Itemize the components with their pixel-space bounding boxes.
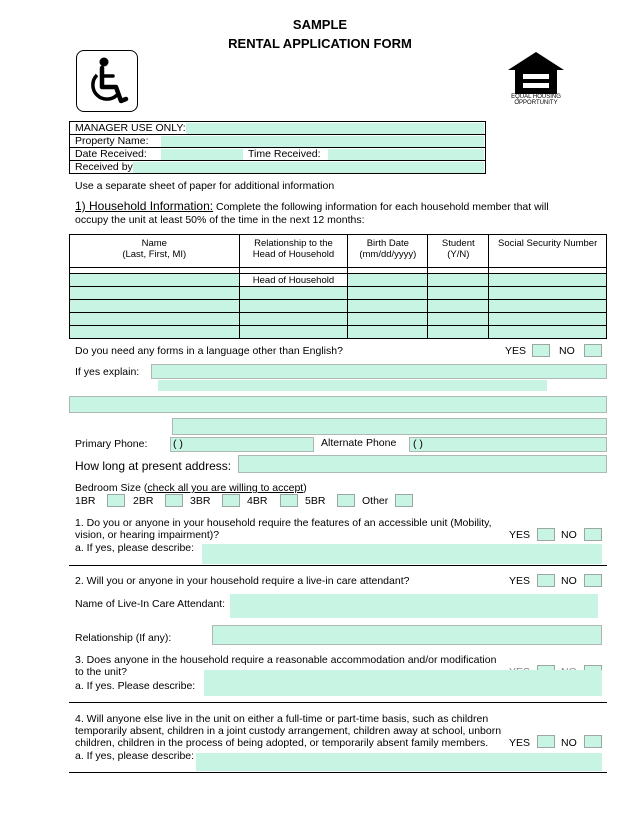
date-received-label: Date Received: [75, 148, 147, 160]
ssn-cell[interactable] [489, 300, 607, 313]
name-cell[interactable] [70, 287, 240, 300]
q4-no-label: NO [561, 737, 577, 749]
attendant-name-label: Name of Live-In Care Attendant: [75, 598, 225, 610]
table-header-row [70, 235, 607, 268]
address-duration-label: How long at present address: [75, 459, 232, 473]
birth-date-cell[interactable] [348, 326, 428, 339]
manager-field[interactable] [186, 123, 484, 134]
bedroom-1br-checkbox[interactable] [107, 494, 125, 507]
birth-date-cell[interactable] [348, 287, 428, 300]
column-header: Name (Last, First, MI) [70, 235, 240, 268]
wheelchair-icon [77, 51, 137, 111]
household-instructions: Complete the following information for each household member that will occupy the unit at least 50% of the time in the next 12 months: [75, 201, 549, 226]
table-row [70, 326, 607, 339]
received-by-label: Received by [75, 161, 133, 173]
q2-text: 2. Will you or anyone in your household require a live-in care attendant? [75, 575, 410, 587]
bedroom-option-label: 3BR [190, 495, 211, 507]
table-row [70, 300, 607, 313]
property-name-label: Property Name: [75, 135, 149, 147]
birth-date-cell[interactable] [348, 300, 428, 313]
alternate-phone-label: Alternate Phone [321, 437, 397, 449]
q1-yes-checkbox[interactable] [537, 528, 555, 541]
q1-describe-label: a. If yes, please describe: [75, 542, 195, 554]
language-yes-checkbox[interactable] [532, 344, 550, 357]
ssn-cell[interactable] [489, 326, 607, 339]
language-question: Do you need any forms in a language other than English? [75, 345, 343, 357]
explain-input-line2[interactable] [158, 380, 547, 391]
explain-input-line4[interactable] [172, 418, 607, 435]
student-cell[interactable] [428, 300, 489, 313]
household-heading: 1) Household Information: [75, 199, 214, 213]
received-by-input[interactable] [133, 162, 484, 173]
bedroom-other-checkbox[interactable] [395, 494, 413, 507]
divider [69, 772, 607, 773]
bedroom-2br-checkbox[interactable] [165, 494, 183, 507]
divider [69, 565, 607, 566]
q4-describe-label: a. If yes, please describe: [75, 750, 195, 762]
explain-input-line1[interactable] [151, 364, 607, 379]
separate-sheet-note: Use a separate sheet of paper for additional information [75, 180, 335, 192]
equal-housing-text-2: OPPORTUNITY [514, 100, 558, 106]
student-cell[interactable] [428, 287, 489, 300]
bedroom-option-label: 1BR [75, 495, 96, 507]
language-yes-label: YES [505, 345, 527, 357]
q1-no-checkbox[interactable] [584, 528, 602, 541]
relationship-input[interactable] [212, 625, 602, 645]
q4-yes-checkbox[interactable] [537, 735, 555, 748]
name-cell[interactable] [70, 300, 240, 313]
bedroom-option-label: 5BR [305, 495, 326, 507]
primary-phone-label: Primary Phone: [75, 438, 148, 450]
primary-phone-input[interactable] [170, 437, 314, 452]
q2-no-label: NO [561, 575, 577, 587]
q3-describe-label: a. If yes. Please describe: [75, 680, 196, 692]
q3-describe-input[interactable] [204, 670, 602, 696]
table-row [70, 313, 607, 326]
equal-housing-text-1: EQUAL HOUSING [511, 94, 561, 100]
column-header: Student (Y/N) [428, 235, 489, 268]
equal-housing-logo [505, 50, 567, 112]
q1-describe-input[interactable] [202, 544, 602, 564]
q1-no-label: NO [561, 529, 577, 541]
relationship-cell[interactable] [239, 287, 348, 300]
sample-heading: SAMPLE [292, 17, 348, 32]
column-header: Social Security Number [489, 235, 607, 268]
name-cell[interactable] [70, 274, 240, 287]
relationship-label: Relationship (If any): [75, 632, 172, 644]
q3-text: 3. Does anyone in the household require a reasonable accommodation and/or modification to the unit? [75, 654, 497, 678]
language-no-checkbox[interactable] [584, 344, 602, 357]
explain-input-line3[interactable] [69, 396, 607, 413]
q2-yes-checkbox[interactable] [537, 574, 555, 587]
q2-no-checkbox[interactable] [584, 574, 602, 587]
household-intro [75, 200, 575, 227]
student-cell[interactable] [428, 313, 489, 326]
q4-yes-label: YES [509, 737, 531, 749]
name-cell[interactable] [70, 326, 240, 339]
primary-phone-area-code: ( ) [173, 438, 183, 450]
bedroom-3br-checkbox[interactable] [222, 494, 240, 507]
relationship-cell[interactable] [239, 326, 348, 339]
time-received-label: Time Received: [248, 148, 321, 160]
language-no-label: NO [559, 345, 575, 357]
q1-text: 1. Do you or anyone in your household require the features of an accessible unit (Mobility, vision, or hearing impairment)? [75, 517, 492, 541]
q4-describe-input[interactable] [196, 753, 602, 771]
accessibility-logo [76, 50, 138, 112]
equal-housing-icon [505, 50, 567, 94]
relationship-cell[interactable] [239, 313, 348, 326]
student-cell[interactable] [428, 274, 489, 287]
address-duration-input[interactable] [238, 455, 607, 473]
column-header: Relationship to the Head of Household [239, 235, 348, 268]
name-cell[interactable] [70, 313, 240, 326]
bedroom-5br-checkbox[interactable] [337, 494, 355, 507]
alternate-phone-area-code: ( ) [413, 438, 423, 450]
bedroom-option-label: 4BR [247, 495, 268, 507]
q4-text: 4. Will anyone else live in the unit on either a full-time or part-time basis, such as children temporarily absent, children in a joint custody arrangement, children away at school, unborn children, children in the process of being adopted, or temporarily absent family members. [75, 713, 502, 749]
date-received-input[interactable] [161, 149, 243, 160]
column-header: Birth Date (mm/dd/yyyy) [348, 235, 428, 268]
birth-date-cell[interactable] [348, 274, 428, 287]
table-row [70, 274, 607, 287]
q1-yes-label: YES [509, 529, 531, 541]
bedroom-option-label: 2BR [133, 495, 154, 507]
property-name-input[interactable] [161, 136, 484, 147]
bedroom-option-label: Other [362, 495, 389, 507]
alternate-phone-input[interactable] [409, 437, 607, 452]
divider [69, 702, 607, 703]
student-cell[interactable] [428, 326, 489, 339]
relationship-cell: Head of Household [239, 274, 348, 287]
time-received-input[interactable] [328, 149, 484, 160]
page-title: RENTAL APPLICATION FORM [228, 36, 412, 51]
explain-label: If yes explain: [75, 366, 140, 378]
relationship-cell[interactable] [239, 300, 348, 313]
manager-box [69, 121, 486, 174]
q4-no-checkbox[interactable] [584, 735, 602, 748]
bedroom-4br-checkbox[interactable] [280, 494, 298, 507]
ssn-cell[interactable] [489, 274, 607, 287]
q2-yes-label: YES [509, 575, 531, 587]
birth-date-cell[interactable] [348, 313, 428, 326]
manager-heading: MANAGER USE ONLY: [75, 122, 186, 134]
ssn-cell[interactable] [489, 287, 607, 300]
attendant-name-input[interactable] [230, 594, 598, 618]
ssn-cell[interactable] [489, 313, 607, 326]
table-row [70, 287, 607, 300]
bedroom-size-label: Bedroom Size (check all you are willing to accept) [75, 482, 307, 494]
household-table [69, 234, 607, 339]
